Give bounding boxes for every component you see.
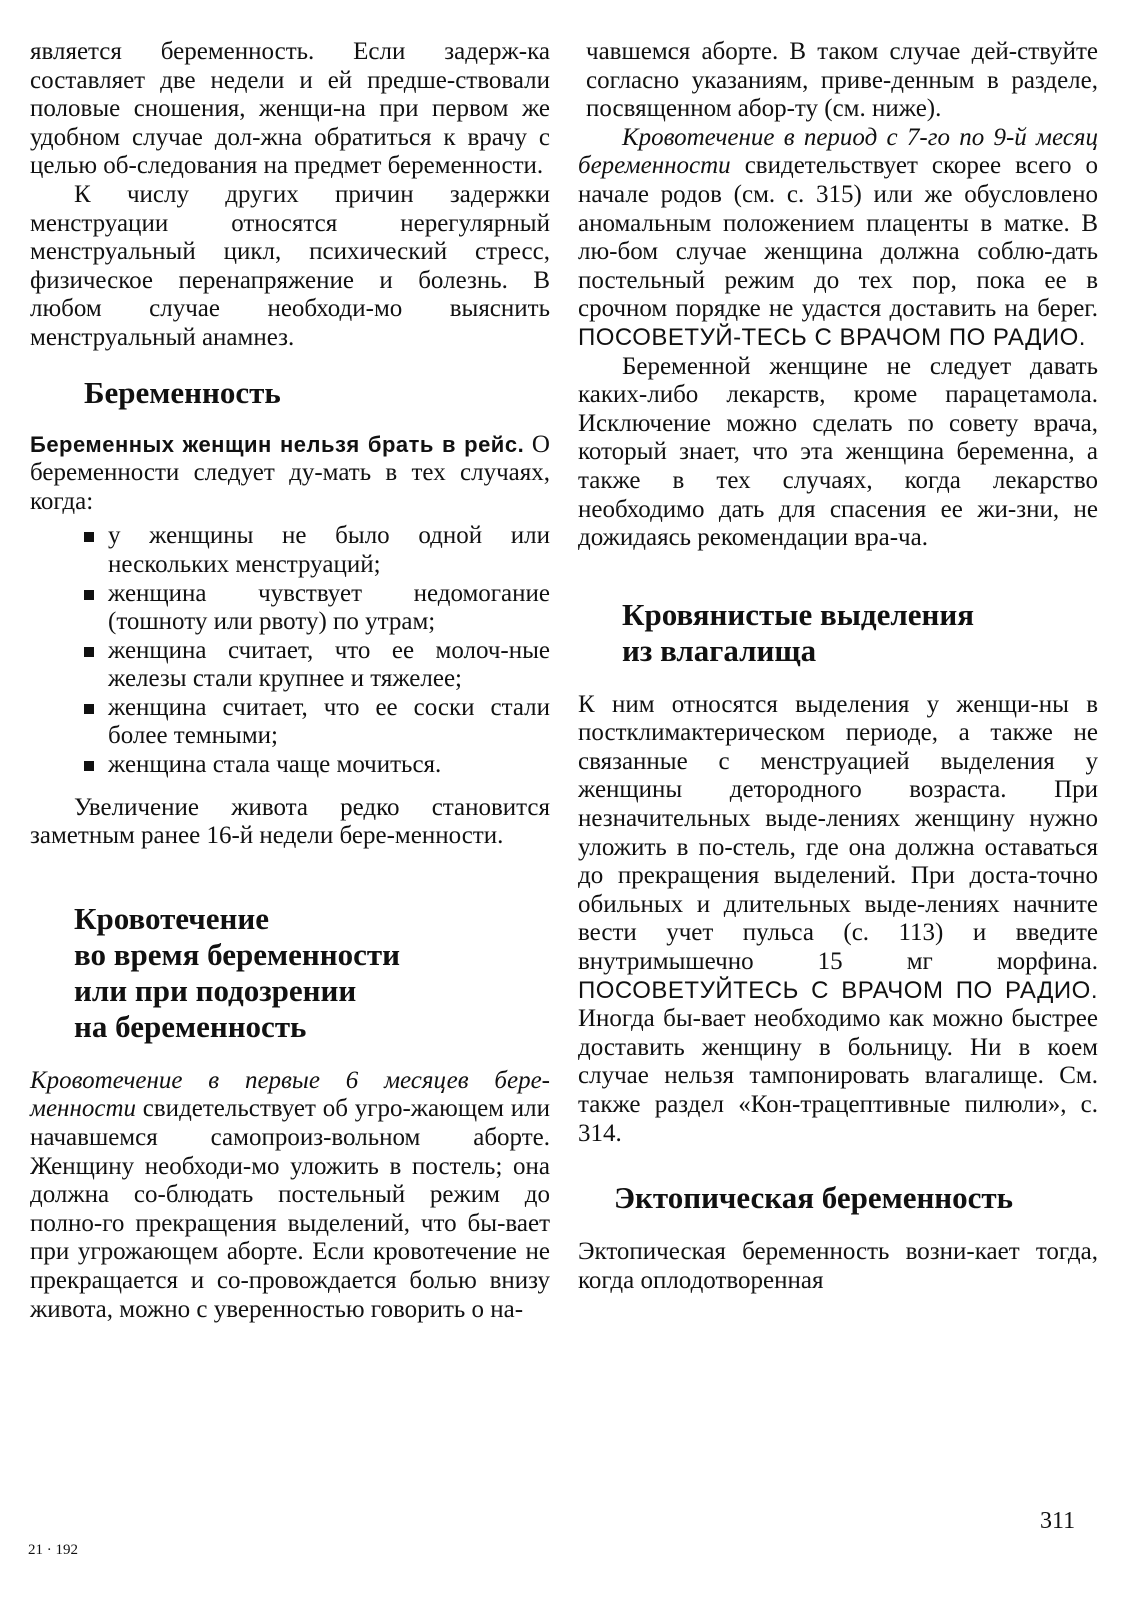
page-number: 311 — [1040, 1508, 1076, 1534]
bold-lead: Беременных женщин нельзя брать в рейс. — [30, 431, 525, 457]
section-heading: Беременность — [84, 374, 281, 410]
paragraph-text: К ним относятся выделения у женщи-ны в постклимактерическом периоде, а также не связанные с менструацией выделения у женщины детородного возраста. При незначительных выде-лениях женщину нужно уложить в по-стель, где она должна оставаться до прекращения выделений. При доста-точно обильных и длительных выде-лениях начните вести учет пульса (с. 113) и введите внутримышечно 15 мг морфина. — [578, 690, 1098, 976]
right-column — [578, 38, 1098, 1295]
caps-instruction: ПОСОВЕТУЙТЕСЬ С ВРАЧОМ ПО РАДИО. — [578, 976, 1098, 1004]
paragraph: является беременность. Если задерж-ка составляет две недели и ей предше-ствовали половые сношения, женщи-на при первом же удобном случае дол-жна обратиться к врачу с целью об-следования на предмет беременности. — [30, 38, 550, 180]
left-column — [30, 38, 550, 1324]
paragraph-text: свидетельствует об угро-жающем или начавшемся самопроиз-вольном аборте. Женщину необходи-мо уложить в постель; она должна со-блюдать постельный режим до полно-го прекращения выделений, что бы-вает при угрожающем аборте. Если кровотечение не прекращается и со-провождается болью внизу живота, можно с уверенностью говорить о на- — [30, 1095, 550, 1323]
list-item: у женщины не было одной или нескольких менструаций; — [30, 522, 550, 579]
list-item: женщина стала чаще мочиться. — [30, 751, 550, 780]
paragraph: Эктопическая беременность возни-кает тогда, когда оплодотворенная — [578, 1238, 1098, 1294]
paragraph-text: Иногда бы-вает необходимо как можно быстрее доставить женщину в больницу. Ни в коем случае нельзя тампонировать влагалище. См. также раздел «Кон-трацептивные пилюли», с. 314. — [578, 1005, 1098, 1147]
paragraph: Беременной женщине не следует давать каких-либо лекарств, кроме парацетамола. Исключение можно сделать по совету врача, который знает, что эта женщина беременна, а также в тех случаях, когда лекарство необходимо дать для спасения ее жи-зни, не дожидаясь рекомендации вра-ча. — [578, 352, 1098, 552]
paragraph — [578, 124, 1098, 353]
italic-lead: Кровотечение в период с 7-го по 9-й месяц беременности — [578, 123, 1098, 180]
paragraph — [30, 1067, 550, 1324]
paragraph: Увеличение живота редко становится заметным ранее 16-й недели бере-менности. — [30, 793, 550, 850]
paragraph: чавшемся аборте. В таком случае дей-ствуйте согласно указаниям, приве-денным в разделе, посвященном абор-ту (см. ниже). — [586, 38, 1098, 123]
italic-lead: Кровотечение в первые 6 месяцев бере-менности — [30, 1066, 550, 1123]
list-item: женщина считает, что ее молоч-ные железы стали крупнее и тяжелее; — [30, 637, 550, 694]
section-heading: Эктопическая беременность — [614, 1180, 1014, 1216]
paragraph-text: свидетельствует скорее всего о начале родов (см. с. 315) или же обусловлено аномальным положением плаценты в матке. В лю-бом случае женщина должна соблю-дать постельный режим до тех пор, пока ее в срочном порядке не удастся доставить на берег. — [578, 152, 1098, 323]
paragraph-text: О беременности следует ду-мать в тех случаях, когда: — [30, 430, 550, 515]
paragraph: К числу других причин задержки менструации относятся нерегулярный менструальный цикл, психический стресс, физическое перенапряжение и болезнь. В любом случае необходи-мо выяснить менструальный анамнез. — [30, 180, 550, 351]
caps-instruction: ПОСОВЕТУЙ-ТЕСЬ С ВРАЧОМ ПО РАДИО. — [578, 323, 1086, 351]
section-heading: Кровянистые выделения из влагалища — [622, 596, 975, 668]
paragraph — [30, 431, 550, 517]
paragraph — [578, 691, 1098, 1149]
printer-signature: 21 · 192 — [28, 1542, 78, 1558]
bullet-list — [30, 522, 550, 779]
list-item: женщина чувствует недомогание (тошноту или рвоту) по утрам; — [30, 580, 550, 637]
list-item: женщина считает, что ее соски стали более темными; — [30, 694, 550, 751]
section-heading: Кровотечение во время беременности или при подозрении на беременность — [74, 900, 400, 1044]
